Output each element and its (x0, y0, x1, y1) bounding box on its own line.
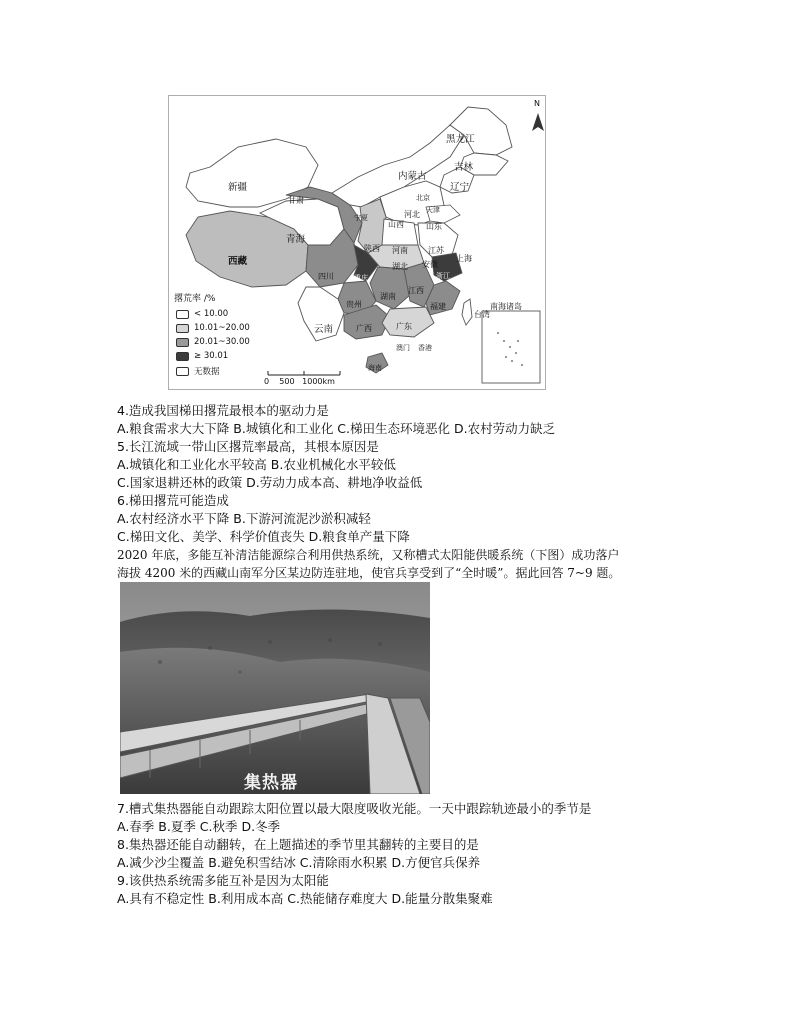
province-label: 西藏 (228, 256, 248, 267)
question-line: 5.长江流域一带山区撂荒率最高，其根本原因是 (117, 439, 379, 454)
legend-swatch (176, 352, 189, 361)
intro-paragraph-line: 海拔 4200 米的西藏山南军分区某边防连驻地，使官兵享受到了“全时暖”。据此回答 7~9 题。 (117, 566, 621, 580)
legend-label: ≥ 30.01 (194, 351, 229, 361)
province-label: 黑龙江 (446, 134, 475, 145)
province-label: 江西 (408, 286, 424, 295)
province-label: 台湾 (474, 310, 490, 319)
inset-label: 南海诸岛 (490, 302, 522, 311)
legend-label: < 10.00 (194, 309, 229, 319)
north-label: N (534, 99, 540, 108)
province-label: 澳门 (396, 344, 410, 352)
answer-options: A.粮食需求大大下降 B.城镇化和工业化 C.梯田生态环境恶化 D.农村劳动力缺乏 (117, 421, 556, 436)
province-label: 辽宁 (450, 182, 470, 193)
solar-collector-photo-graphic (120, 582, 430, 794)
province-label: 河南 (392, 246, 408, 255)
legend-label: 10.01~20.00 (194, 323, 250, 333)
question-line: 7.槽式集热器能自动跟踪太阳位置以最大限度吸收光能。一天中跟踪轨迹最小的季节是 (117, 801, 592, 816)
province-label: 陕西 (364, 244, 380, 253)
province-label: 安徽 (422, 260, 438, 269)
province-label: 湖南 (380, 292, 396, 301)
legend-title: 撂荒率 /% (174, 294, 216, 304)
province-label: 广东 (396, 322, 412, 331)
answer-options: A.减少沙尘覆盖 B.避免积雪结冰 C.清除雨水积累 D.方便官兵保养 (117, 855, 481, 870)
province-label: 云南 (314, 324, 334, 335)
province-label: 青海 (286, 234, 306, 245)
province-label: 内蒙古 (398, 171, 427, 182)
answer-options: A.城镇化和工业化水平较高 B.农业机械化水平较低 (117, 457, 396, 472)
province-label: 吉林 (454, 162, 474, 173)
legend-swatch (176, 367, 189, 376)
legend-label: 20.01~30.00 (194, 337, 250, 347)
province-label: 山西 (388, 220, 404, 229)
legend-item (176, 337, 250, 347)
province-label: 河北 (404, 210, 420, 219)
province-label: 广西 (356, 324, 372, 333)
question-line: 8.集热器还能自动翻转，在上题描述的季节里其翻转的主要目的是 (117, 837, 479, 852)
province-label: 重庆 (354, 274, 368, 282)
province-label: 贵州 (346, 300, 362, 309)
answer-options: C.梯田文化、美学、科学价值丧失 D.粮食单产量下降 (117, 529, 410, 544)
province-label: 浙江 (436, 272, 450, 280)
province-label: 新疆 (228, 182, 248, 193)
province-label: 北京 (416, 194, 430, 202)
legend-item (176, 351, 228, 361)
answer-options: C.国家退耕还林的政策 D.劳动力成本高、耕地净收益低 (117, 475, 423, 490)
intro-paragraph-line: 2020 年底，多能互补清洁能源综合利用供热系统，又称槽式太阳能供暖系统（下图）成功落户 (117, 548, 620, 562)
legend-item (176, 309, 228, 319)
question-line: 9.该供热系统需多能互补是因为太阳能 (117, 873, 329, 888)
question-line: 6.梯田撂荒可能造成 (117, 493, 229, 508)
province-label: 江苏 (428, 246, 444, 255)
province-label: 天津 (426, 206, 440, 214)
legend-swatch (176, 310, 189, 319)
province-label: 山东 (426, 222, 442, 231)
province-label: 上海 (456, 254, 472, 263)
solar-collector-photo (120, 582, 430, 794)
answer-options: A.春季 B.夏季 C.秋季 D.冬季 (117, 819, 281, 834)
province-label: 香港 (418, 344, 432, 352)
photo-caption: 集热器 (244, 773, 298, 793)
province-label: 四川 (318, 272, 334, 281)
legend-item (176, 365, 220, 377)
scale-text: 0 500 1000km (264, 377, 335, 386)
legend-swatch (176, 324, 189, 333)
province-label: 福建 (430, 302, 446, 311)
answer-options: A.农村经济水平下降 B.下游河流泥沙淤积减轻 (117, 511, 371, 526)
legend-item (176, 323, 250, 333)
legend-label: 无数据 (194, 367, 220, 377)
question-line: 4.造成我国梯田撂荒最根本的驱动力是 (117, 403, 329, 418)
province-label: 宁夏 (354, 214, 368, 222)
province-label: 海南 (368, 364, 382, 372)
answer-options: A.具有不稳定性 B.利用成本高 C.热能储存难度大 D.能量分散集聚难 (117, 891, 493, 906)
province-label: 甘肃 (288, 196, 304, 205)
legend-swatch (176, 338, 189, 347)
province-label: 湖北 (392, 262, 408, 271)
